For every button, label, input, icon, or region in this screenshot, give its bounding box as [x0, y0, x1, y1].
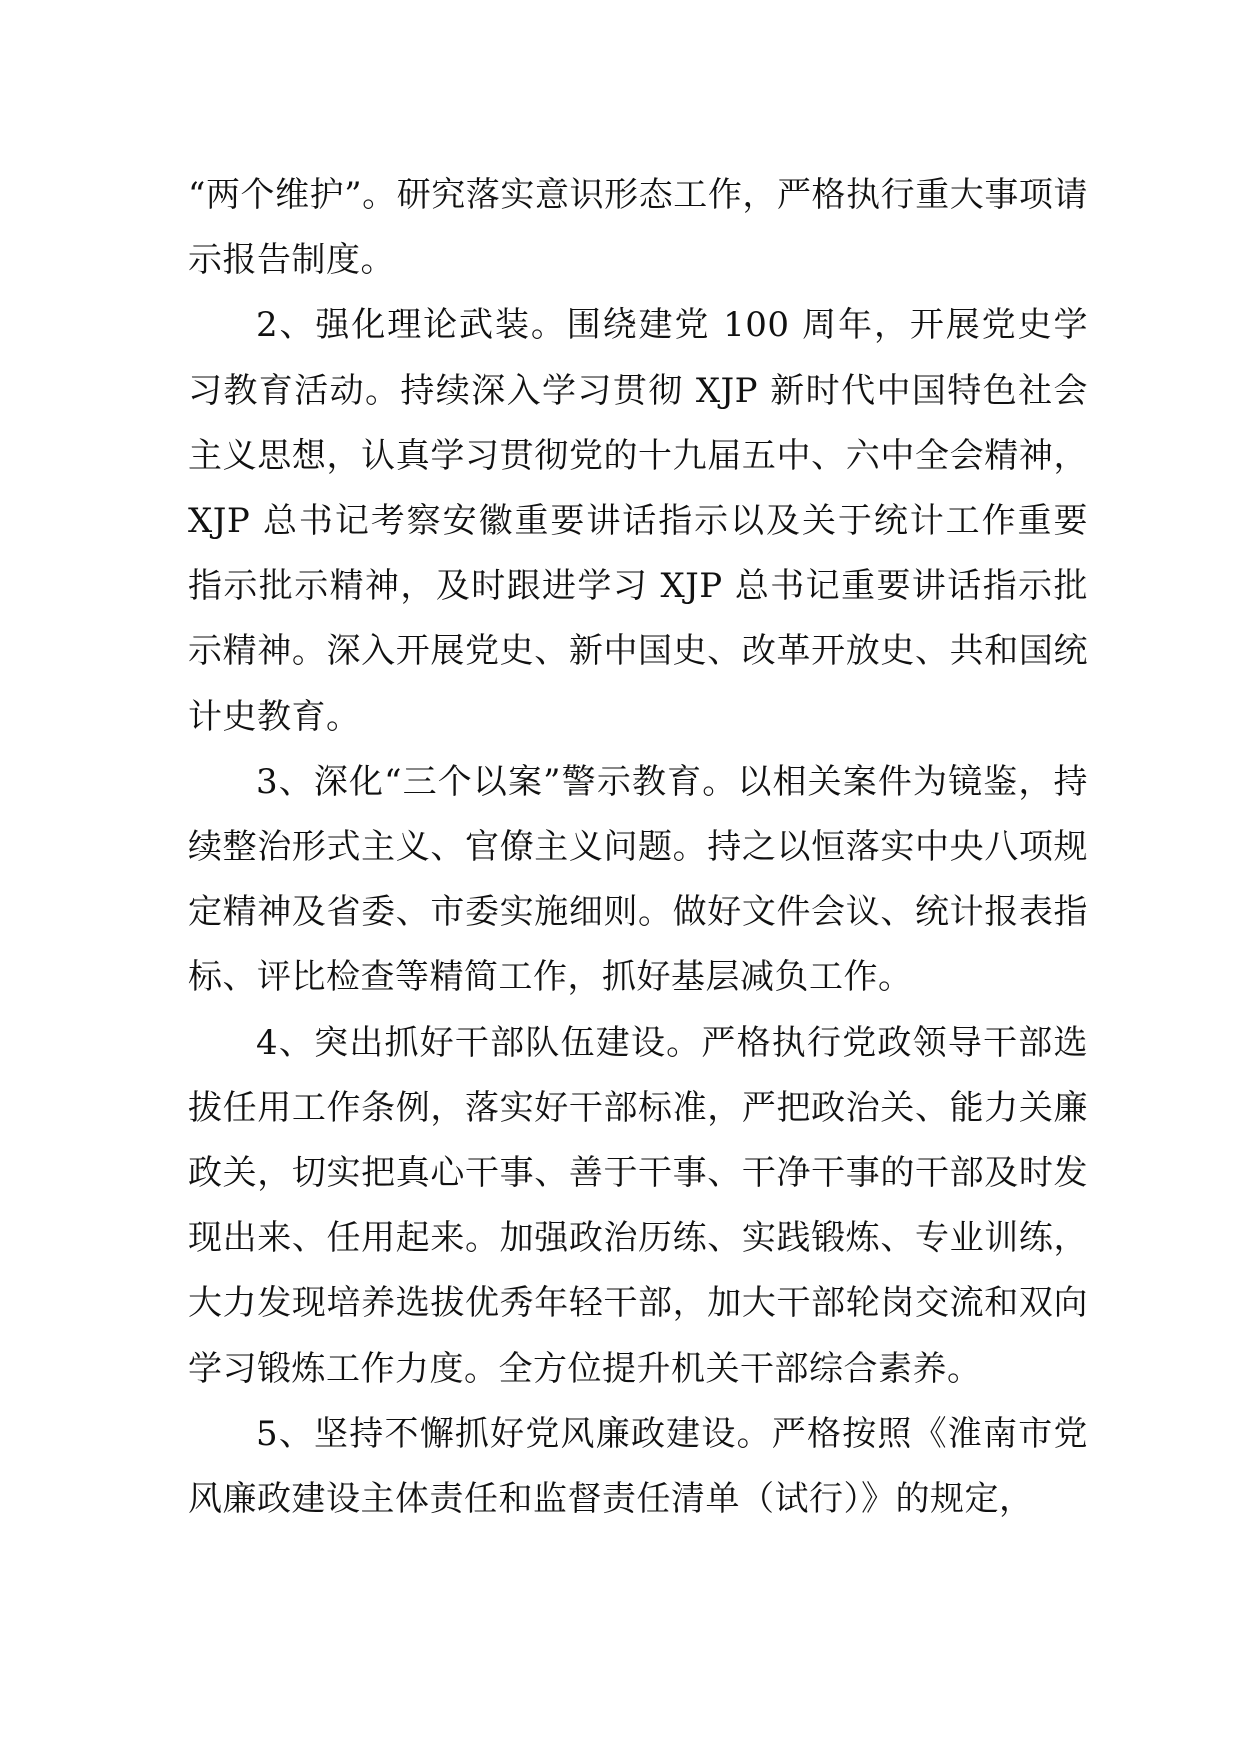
paragraph-item-5: 5、坚持不懈抓好党风廉政建设。严格按照《淮南市党风廉政建设主体责任和监督责任清单（试行）》的规定，	[188, 1413, 1088, 1520]
paragraph-item-3: 3、深化“三个以案”警示教育。以相关案件为镜鉴，持续整治形式主义、官僚主义问题。持之以恒落实中央八项规定精神及省委、市委实施细则。做好文件会议、统计报表指标、评比检查等精简工作，抓好基层减负工作。	[188, 761, 1088, 998]
paragraph-item-4: 4、突出抓好干部队伍建设。严格执行党政领导干部选拔任用工作条例，落实好干部标准，严把政治关、能力关廉政关，切实把真心干事、善于干事、干净干事的干部及时发现出来、任用起来。加强政治历练、实践锻炼、专业训练，大力发现培养选拔优秀年轻干部，加大干部轮岗交流和双向学习锻炼工作力度。全方位提升机关干部综合素养。	[188, 1022, 1088, 1389]
document-body	[188, 163, 1088, 1532]
paragraph-item-2: 2、强化理论武装。围绕建党 100 周年，开展党史学习教育活动。持续深入学习贯彻 XJP 新时代中国特色社会主义思想，认真学习贯彻党的十九届五中、六中全会精神，XJP 总书记考察安徽重要讲话指示以及关于统计工作重要指示批示精神，及时跟进学习 XJP 总书记重要讲话指示批示精神。深入开展党史、新中国史、改革开放史、共和国统计史教育。	[188, 305, 1088, 737]
paragraph-continuation: “两个维护”。研究落实意识形态工作，严格执行重大事项请示报告制度。	[188, 175, 1088, 281]
